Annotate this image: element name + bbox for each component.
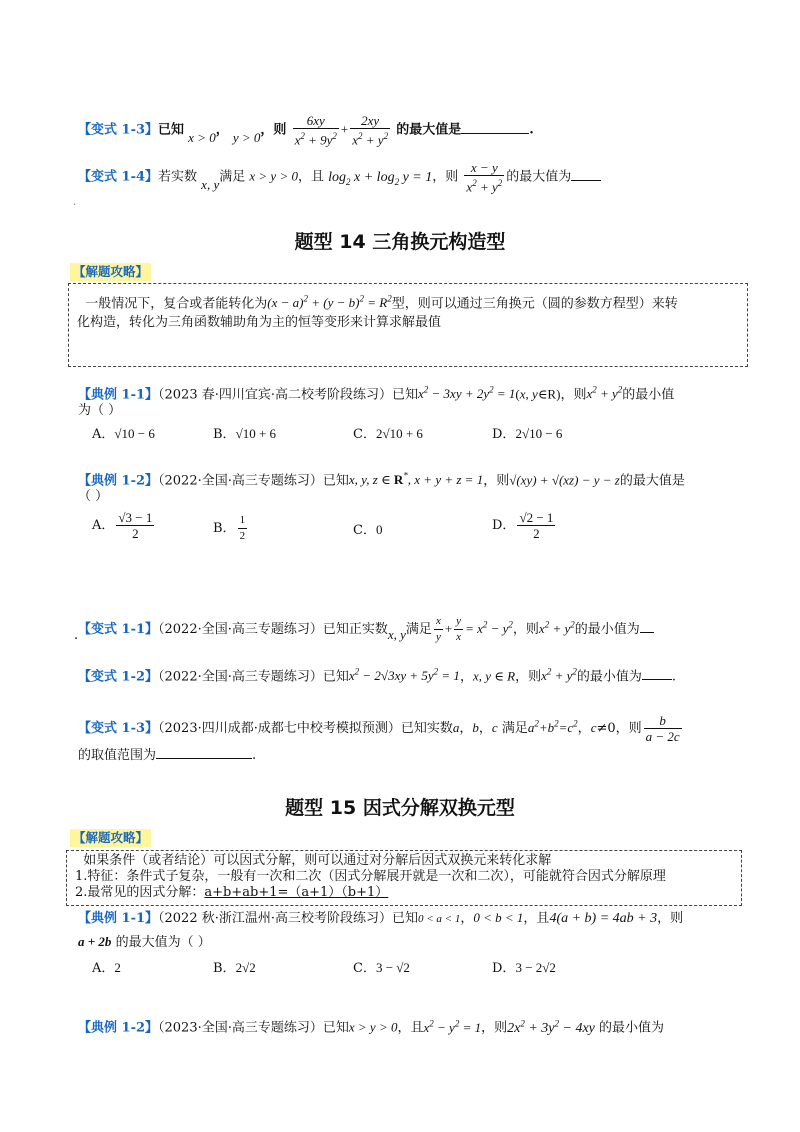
strategy-text: 1.特征：条件式子复杂，一般有一次和二次（因式分解展开就是一次和二次），可能就符合因式分解原理	[75, 869, 666, 884]
example-1-2: 【典例 1-2】（2022·全国·高三专题练习）已知x, y, z ∈ R*, x + y + z = 1，则√(xy) + √(xz) − y − z的最大值是	[78, 471, 685, 489]
strategy-badge: 【解题攻略】	[70, 263, 151, 281]
question-tag: 【变式 1-4】	[78, 169, 159, 185]
variant-1-3-second-line2: 的取值范围为 .	[78, 748, 257, 763]
option-d[interactable]: D．2√10 − 6	[492, 426, 563, 442]
section-title-14: 题型 14 三角换元构造型	[294, 231, 506, 253]
option-a[interactable]: A． $\frac{√3 - 1}{2}$	[92, 510, 153, 541]
answer-blank[interactable]	[642, 667, 672, 680]
option-d[interactable]: D． $\frac{√2 - 1}{2}$	[492, 510, 554, 541]
variant-1-3-second: 【变式 1-3】（2023·四川成都·成都七中校考模拟预测）已知实数a，b，c 满足$a^2+b^2=c^2$，c≠0，则 $\frac{b}{a - 2c}$	[78, 713, 680, 744]
answer-blank[interactable]	[571, 168, 601, 181]
example-1-2-second: 【典例 1-2】（2023·全国·高三专题练习）已知x > y > 0，且$x^2 - y^2 = 1$，则$2x^2 + 3y^2 - 4xy$ 的最小值为	[78, 1018, 665, 1036]
dot-mark: .	[73, 197, 77, 208]
fraction: $\frac{2xy}{x^2 + y^2}$	[352, 113, 389, 148]
strategy-text: 一般情况下，复合或者能转化为$(x - a)^2 + (y - b)^2 = R^2$型，则可以通过三角换元（圆的参数方程型）来转	[85, 294, 678, 312]
strategy-badge: 【解题攻略】	[70, 829, 151, 847]
fraction: $\frac{x - y}{x^2 + y^2}$	[466, 160, 503, 195]
example-1-1-second: 【典例 1-1】（2022 秋·浙江温州·高三校考阶段练习）已知0 < a < 1，0 < b < 1，且4(a + b) = 4ab + 3，则	[78, 910, 684, 926]
option-a[interactable]: A．√10 − 6	[92, 426, 155, 442]
answer-blank[interactable]	[640, 620, 654, 633]
option-c[interactable]: C．3 − √2	[353, 960, 410, 976]
option-c[interactable]: C．0	[353, 522, 383, 538]
fraction: $\frac{6xy}{x^2 + 9y^2}$	[294, 113, 337, 148]
example-1-1-second-line2: a + 2b 的最大值为（ ）	[78, 934, 211, 950]
strategy-box	[66, 850, 742, 906]
answer-blank[interactable]	[156, 746, 252, 759]
option-b[interactable]: B． $\frac{1}{2}$	[213, 514, 246, 542]
example-1-2-line2: （ ）	[78, 489, 109, 504]
example-1-1-line2: 为（ ）	[78, 403, 122, 418]
option-b[interactable]: B．√10 + 6	[213, 426, 277, 442]
math: y > 0	[232, 129, 261, 145]
option-d[interactable]: D．3 − 2√2	[492, 960, 556, 976]
question-variant-1-4: 【变式 1-4】若实数 x, y满足 x > y > 0，且 $\log_2 x + \log_2 y = 1$，则 $\frac{x - y}{x^2 + y^2}$ 的最大值为	[78, 160, 601, 194]
option-b[interactable]: B．2√2	[213, 960, 256, 976]
variant-1-2: 【变式 1-2】（2022·全国·高三专题练习）已知$x^2 - 2√3xy + 5y^2 = 1$，x, y ∈ R，则$x^2 + y^2$的最小值为 .	[78, 667, 677, 685]
question-variant-1-3: 【变式 1-3】已知 x > 0， y > 0，则 $\frac{6xy}{x^2 + 9y^2}$ + $\frac{2xy}{x^2 + y^2}$ 的最大值是 .	[78, 113, 534, 148]
question-tag: 【变式 1-3】	[78, 122, 159, 138]
strategy-text: 如果条件（或者结论）可以因式分解，则可以通过对分解后因式双换元来转化求解	[83, 853, 552, 868]
strategy-box	[68, 283, 748, 367]
section-title-15: 题型 15 因式分解双换元型	[285, 797, 515, 819]
math: x > 0	[188, 129, 216, 145]
variant-1-1: 【变式 1-1】（2022·全国·高三专题练习）已知正实数x, y满足 $\frac{x}{y}$ + $\frac{y}{x}$ = $x^2 - y^2$，则$x^2 + y^2$的最小值为	[78, 614, 654, 645]
dot-mark: .	[74, 628, 79, 643]
option-c[interactable]: C．2√10 + 6	[353, 426, 423, 442]
option-a[interactable]: A．2	[92, 960, 121, 976]
answer-blank[interactable]	[461, 121, 529, 134]
strategy-text: 化构造，转化为三角函数辅助角为主的恒等变形来计算求解最值	[77, 315, 442, 331]
example-1-1: 【典例 1-1】（2023 春·四川宜宾·高二校考阶段练习）已知$x^2 - 3xy + 2y^2 = 1(x$, y∈R)，则$x^2 + y^2$的最小值	[78, 385, 675, 403]
strategy-text: 2.最常见的因式分解：a+b+ab+1=（a+1）（b+1）	[75, 885, 389, 900]
